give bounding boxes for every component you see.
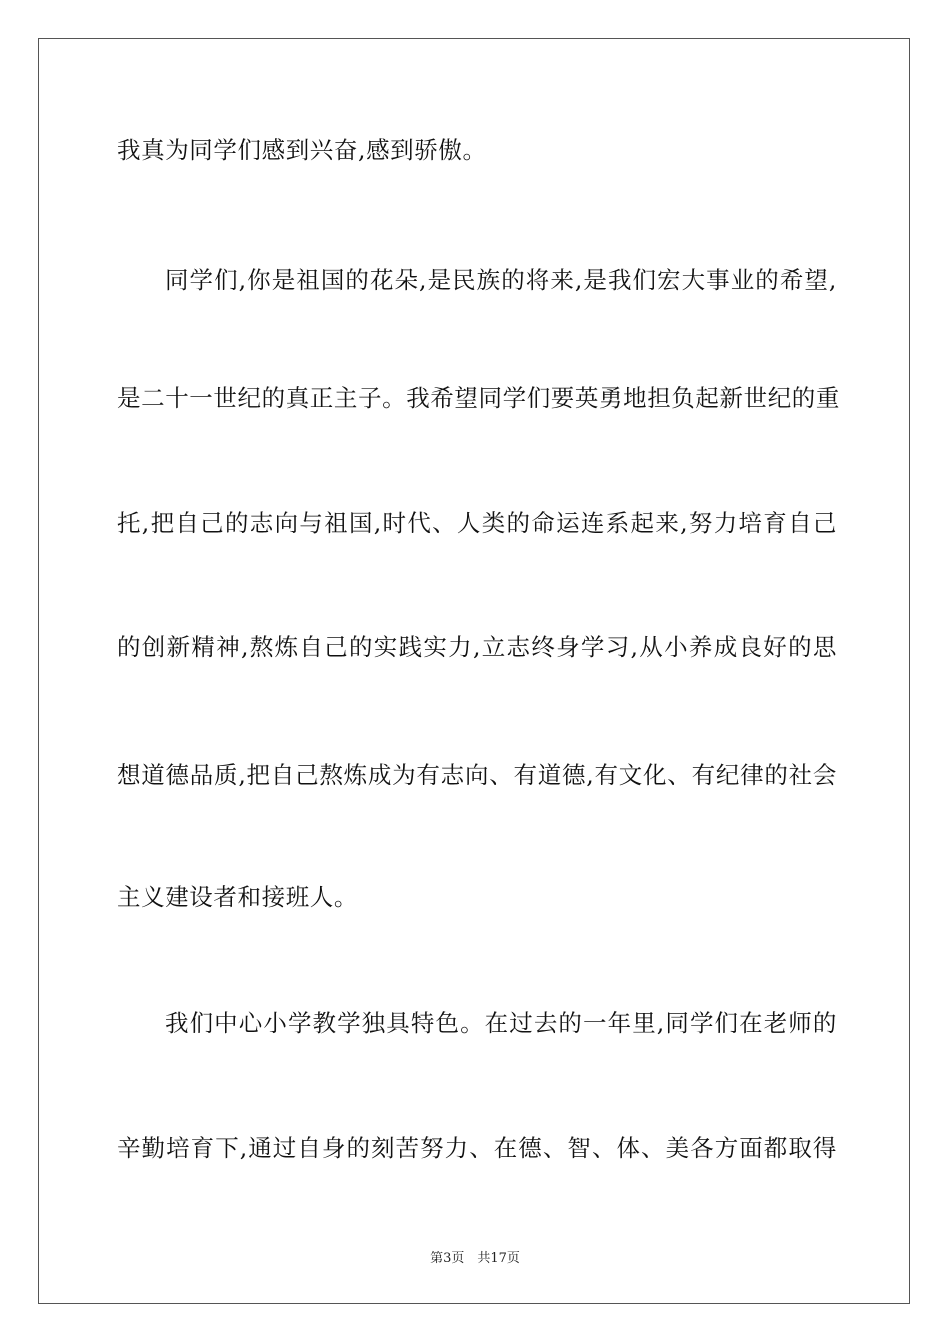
- text-line-1: 我真为同学们感到兴奋,感到骄傲。: [117, 136, 487, 164]
- text-line-2: 同学们,你是祖国的花朵,是民族的将来,是我们宏大事业的希望,: [165, 266, 837, 294]
- page-footer: 第3页 共17页: [430, 1251, 520, 1266]
- text-line-4: 托,把自己的志向与祖国,时代、人类的命运连系起来,努力培育自己: [117, 509, 837, 537]
- text-line-8: 我们中心小学教学独具特色。在过去的一年里,同学们在老师的: [165, 1009, 837, 1037]
- text-line-7: 主义建设者和接班人。: [117, 883, 358, 911]
- text-line-6: 想道德品质,把自己熬炼成为有志向、有道德,有文化、有纪律的社会: [117, 761, 837, 789]
- text-line-5: 的创新精神,熬炼自己的实践实力,立志终身学习,从小养成良好的思: [117, 633, 837, 661]
- text-line-3: 是二十一世纪的真正主子。我希望同学们要英勇地担负起新世纪的重: [117, 384, 840, 412]
- page-border: [38, 38, 910, 1304]
- text-line-9: 辛勤培育下,通过自身的刻苦努力、在德、智、体、美各方面都取得: [117, 1134, 837, 1162]
